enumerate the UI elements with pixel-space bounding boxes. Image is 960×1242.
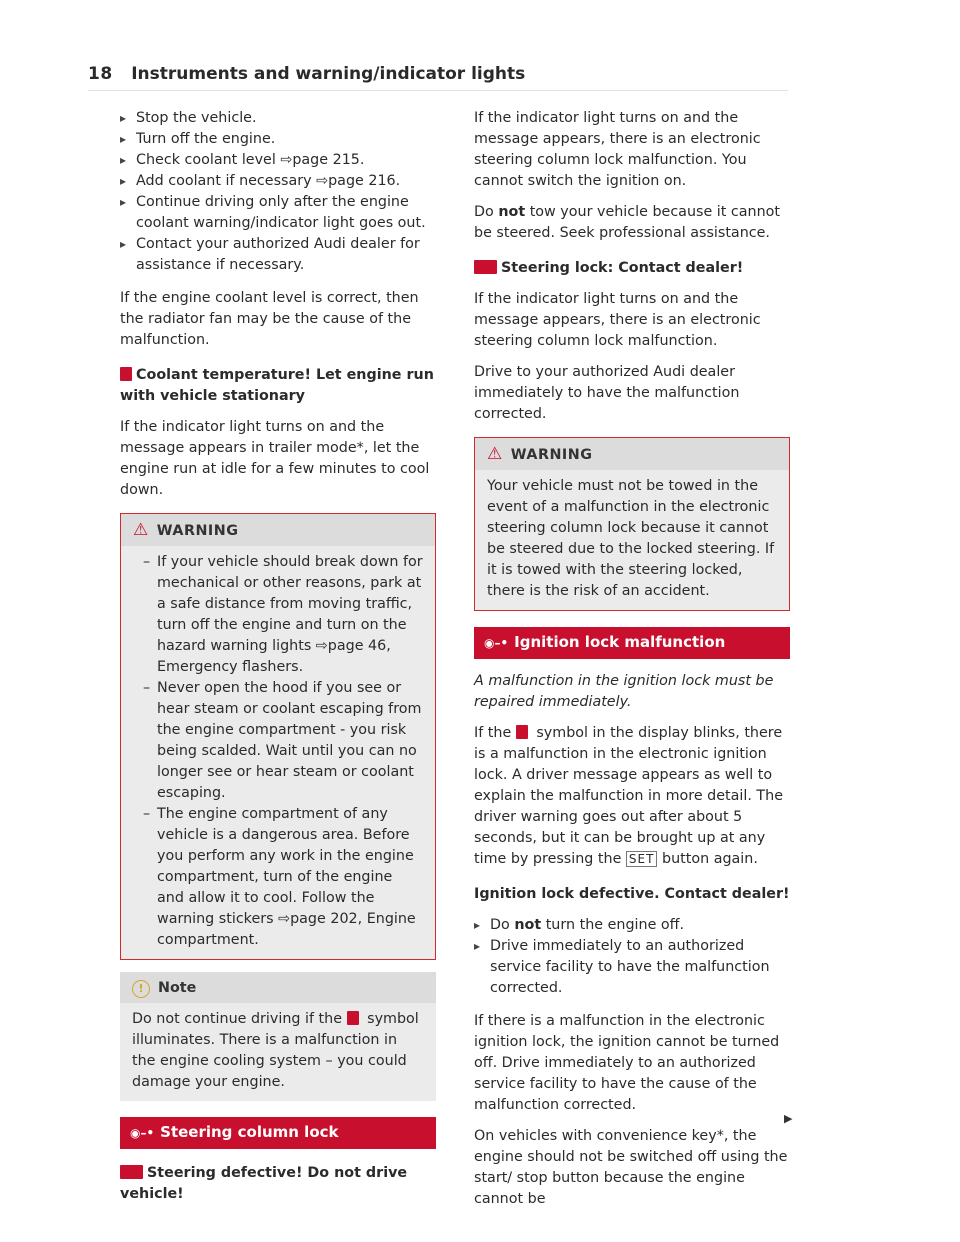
left-column (120, 108, 436, 1215)
dealer-paragraph: Drive to your authorized Audi dealer immediately to have the malfunction corrected. (474, 364, 740, 422)
steering-lock-icon (120, 1165, 143, 1179)
warning-item: – If your vehicle should break down for mechanical or other reasons, park at a safe distance from moving traffic, turn off the engine and turn on the hazard warning lights ⇨page 46, Emergency flashers. (133, 552, 423, 678)
coolant-temperature-icon (347, 1011, 359, 1025)
note-box (120, 972, 436, 1101)
convenience-key-paragraph: On vehicles with convenience key*, the engine should not be switched off using the start/ stop button because the engine cannot be (474, 1128, 788, 1207)
warning-box (474, 437, 790, 611)
continue-arrow-icon: ▶ (784, 1112, 793, 1125)
section-heading-ignition-lock: ◉–• Ignition lock malfunction (474, 627, 790, 659)
warning-item: – Never open the hood if you see or hear steam or coolant escaping from the engine compartment - you risk being scalded. Wait until you can no longer see or hear steam or coolant escaping. (133, 678, 423, 804)
steering-malfunction-paragraph: If the indicator light turns on and the message appears, there is an electronic steering column lock malfunction. You cannot switch the ignition on. (474, 110, 761, 189)
warning-header: ⚠ WARNING (121, 514, 435, 546)
step-item: ▸ Turn off the engine. (120, 129, 436, 150)
warning-body: Your vehicle must not be towed in the event of a malfunction in the electronic steering column lock because it cannot be steered due to the locked steering. If it is towed with the steering locked, there is the risk of an accident. (475, 470, 789, 610)
steering-lock-icon (474, 260, 497, 274)
page-title: Instruments and warning/indicator lights (131, 64, 526, 84)
ignition-defective-heading: Ignition lock defective. Contact dealer! (474, 886, 790, 902)
header-rule (88, 90, 788, 91)
ignition-off-paragraph: If there is a malfunction in the electronic ignition lock, the ignition cannot be turned off. Drive immediately to an authorized service facility to have the cause of the malfunction corrected. (474, 1013, 780, 1113)
steering-lock-contact-heading: Steering lock: Contact dealer! (474, 258, 790, 279)
warning-item: – The engine compartment of any vehicle is a dangerous area. Before you perform any work in the engine compartment, turn of the engine and allow it to cool. Follow the warning stickers ⇨page 202, Engine compartment. (133, 804, 423, 951)
coolant-level-paragraph: If the engine coolant level is correct, then the radiator fan may be the cause of the malfunction. (120, 290, 419, 348)
page-number: 18 (88, 64, 113, 84)
coolant-steps (120, 108, 436, 276)
section-heading-steering-lock: ◉–• Steering column lock (120, 1117, 436, 1149)
step-item: ▸ Stop the vehicle. (120, 108, 436, 129)
warning-box (120, 513, 436, 960)
ignition-paragraph: If the symbol in the display blinks, there is a malfunction in the electronic ignition lock. A driver message appears as well to explain the malfunction in more detail. The driver warning goes out after about 5 seconds, but it can be brought up at any time by pressing the SET button again. (474, 725, 784, 867)
step-item[interactable]: ▸ Add coolant if necessary ⇨page 216. (120, 171, 436, 192)
warning-triangle-icon: ⚠ (487, 444, 503, 464)
step-item: ▸ Contact your authorized Audi dealer for assistance if necessary. (120, 234, 436, 276)
step-item[interactable]: ▸ Check coolant level ⇨page 215. (120, 150, 436, 171)
right-column (474, 108, 793, 1220)
ignition-steps (474, 915, 790, 999)
ignition-key-icon: ◉–• (484, 636, 509, 650)
note-header: ! Note (120, 972, 436, 1003)
note-body: Do not continue driving if the symbol illuminates. There is a malfunction in the engine cooling system – you could damage your engine. (120, 1003, 436, 1101)
warning-triangle-icon: ⚠ (133, 520, 149, 540)
steering-lock-paragraph: If the indicator light turns on and the message appears, there is an electronic steering column lock malfunction. (474, 291, 761, 349)
coolant-temperature-icon (120, 367, 132, 381)
steering-lock-key-icon: ◉–• (130, 1126, 155, 1140)
set-button-label: SET (626, 851, 658, 867)
ignition-intro: A malfunction in the ignition lock must be repaired immediately. (474, 673, 774, 710)
page-header (88, 64, 788, 86)
info-circle-icon: ! (132, 980, 150, 998)
steering-defective-heading: Steering defective! Do not drive vehicle! (120, 1165, 408, 1202)
step-item: ▸ Do not turn the engine off. (474, 915, 790, 936)
ignition-lock-icon (516, 725, 528, 739)
step-item: ▸ Continue driving only after the engine coolant warning/indicator light goes out. (120, 192, 436, 234)
tow-paragraph: Do not tow your vehicle because it cannot be steered. Seek professional assistance. (474, 204, 781, 241)
step-item: ▸ Drive immediately to an authorized service facility to have the malfunction corrected. (474, 936, 790, 999)
warning-header: ⚠ WARNING (475, 438, 789, 470)
warning-body (121, 546, 435, 959)
trailer-mode-paragraph: If the indicator light turns on and the message appears in trailer mode*, let the engine run at idle for a few minutes to cool down. (120, 419, 430, 498)
coolant-temp-heading: Coolant temperature! Let engine run with vehicle stationary (120, 367, 434, 404)
